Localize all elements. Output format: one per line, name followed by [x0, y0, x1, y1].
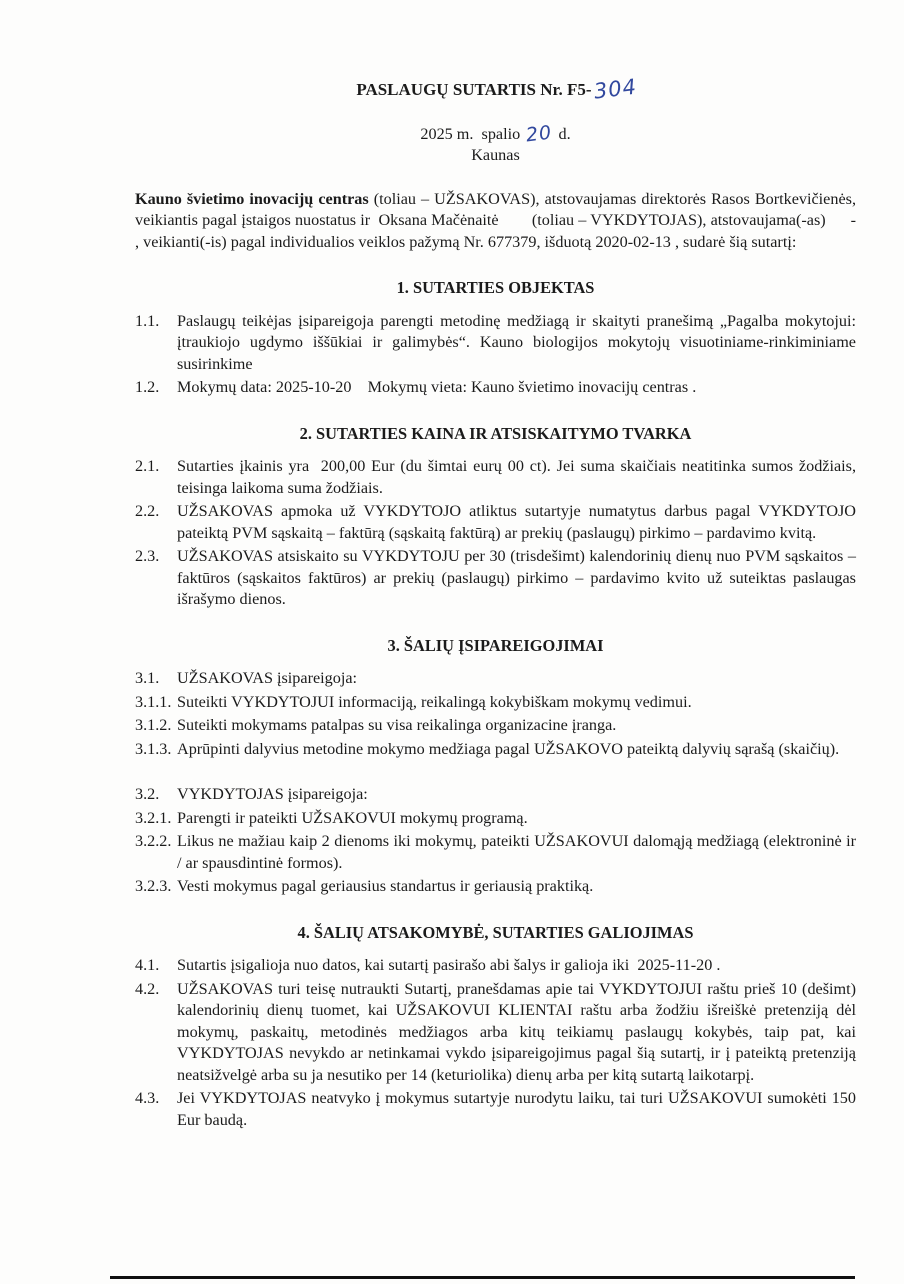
intro-party-name: Kauno švietimo inovacijų centras: [135, 189, 369, 208]
section-heading: 3. ŠALIŲ ĮSIPAREIGOJIMAI: [387, 635, 604, 655]
clause-number: 1.2.: [135, 378, 160, 396]
clause-number: 4.2.: [135, 979, 160, 998]
handwritten-contract-number: 304: [592, 74, 638, 104]
clause-text: Suteikti mokymams patalpas su visa reikalinga organizacine įranga.: [177, 716, 617, 734]
document-title: [135, 74, 856, 104]
contract-clause: [135, 876, 856, 898]
clause-number: 2.2.: [135, 502, 160, 520]
clause-number: 3.1.1.: [135, 692, 172, 711]
contract-section: [135, 277, 861, 399]
clause-text: Paslaugų teikėjas įsipareigoja parengti metodinę medžiagą ir skaityti pranešimą „Pagalba mokytojui: įtraukiojo ugdymo iššūkiai ir galimybės“. Kauno biologijos mokytojų visuotiniame-rinkiminiame susirinkime: [177, 311, 861, 373]
clause-text: Vesti mokymus pagal geriausius standartus ir geriausią praktiką.: [177, 877, 594, 895]
clause-text: Sutartis įsigalioja nuo datos, kai sutartį pasirašo abi šalys ir galioja iki 2025-11-20 .: [177, 956, 721, 974]
contract-clause: [135, 692, 856, 714]
contract-clause: [135, 715, 856, 737]
sections: [135, 277, 861, 1131]
contract-clause: [135, 1088, 861, 1131]
contract-section: [135, 635, 861, 898]
scan-edge-line: [110, 1276, 855, 1279]
clause-text: UŽSAKOVAS atsiskaito su VYKDYTOJU per 30 (trisdešimt) kalendorinių dienų nuo PVM sąskaitos – faktūros (sąskaitos faktūros) ar prekių (paslaugų) pirkimo – pardavimo kvito už suteiktas paslaugas išrašymo dienos.: [177, 547, 861, 608]
handwritten-day: 20: [524, 120, 554, 147]
clause-text: UŽSAKOVAS įsipareigoja:: [177, 669, 358, 687]
contract-section: [135, 423, 861, 611]
contract-clause: [135, 739, 856, 761]
clause-text: VYKDYTOJAS įsipareigoja:: [177, 785, 368, 803]
clause-text: Sutarties įkainis yra 200,00 Eur (du šimtai eurų 00 ct). Jei suma skaičiais neatitinka sumos žodžiais, teisinga laikoma suma žodžiais.: [177, 457, 861, 497]
clause-number: 3.2.: [135, 785, 160, 803]
clause-number: 1.1.: [135, 311, 160, 330]
contract-clause: [135, 377, 856, 399]
intro-body: (toliau – UŽSAKOVAS), atstovaujamas direktorės Rasos Bortkevičienės, veikiantis pagal įstaigos nuostatus ir Oksana Mačėnaitė (toliau – VYKDYTOJAS), atstovaujama(-as) - , veikianti(-is) pagal individualios veiklos pažymą Nr. 677379, išduotą 2020-02-13 , sudarė šią sutartį:: [135, 189, 877, 251]
contract-clause: [135, 955, 856, 977]
contract-intro: [135, 189, 877, 254]
clause-number: 4.3.: [135, 1089, 160, 1107]
dateline-suffix: d.: [554, 124, 571, 143]
contract-clause: [135, 668, 856, 690]
clause-text: Suteikti VYKDYTOJUI informaciją, reikalingą kokybiškam mokymų vedimui.: [177, 692, 692, 711]
clause-number: 3.1.2.: [135, 716, 172, 734]
clause-number: 2.3.: [135, 547, 160, 565]
clause-number: 3.2.2.: [135, 832, 172, 850]
clause-text: Likus ne mažiau kaip 2 dienoms iki mokymų, pateikti UŽSAKOVUI dalomąją medžiagą (elektroninė ir / ar spausdintinė formos).: [177, 832, 861, 872]
contract-clause: [135, 546, 861, 611]
dateline-prefix: 2025 m. spalio: [420, 124, 525, 143]
clause-number: 3.1.3.: [135, 739, 172, 758]
document-title-printed: PASLAUGŲ SUTARTIS Nr. F5-: [356, 80, 592, 99]
clause-number: 2.1.: [135, 457, 160, 475]
contract-clause: [135, 784, 856, 806]
clause-number: 3.2.1.: [135, 808, 172, 827]
section-heading: 2. SUTARTIES KAINA IR ATSISKAITYMO TVARKA: [299, 423, 692, 443]
clause-text: UŽSAKOVAS turi teisę nutraukti Sutartį, pranešdamas apie tai VYKDYTOJUI raštu prieš 10 (dešimt) kalendorinių dienų tuomet, kai UŽSAKOVUI KLIENTAI raštu arba žodžiu išreiškė pretenziją dėl mokymų, paskaitų, metodinės medžiagos arba kitų teikiamų paslaugų kokybės, taip pat, kai VYKDYTOJAS nevykdo ar netinkamai vykdo įsipareigojimus pagal šią sutartį, ir į pateiktą pretenziją neatsižvelgė arba su ja nesutiko per 14 (keturiolika) dienų arba per kitą sutartą laikotarpį.: [177, 979, 861, 1084]
contract-clause: [135, 979, 861, 1087]
contract-clause: [135, 831, 861, 874]
contract-section: [135, 922, 861, 1132]
document-dateline: [135, 120, 856, 147]
contract-clause: [135, 501, 861, 544]
document-city: Kaunas: [471, 146, 520, 164]
clause-text: UŽSAKOVAS apmoka už VYKDYTOJO atliktus sutartyje numatytus darbus pagal VYKDYTOJO pateiktą PVM sąskaitą – faktūrą (sąskaitą faktūrą) ar prekių (paslaugų) pirkimo – pardavimo kvitą.: [177, 502, 861, 542]
contract-clause: [135, 311, 861, 376]
clause-text: Parengti ir pateikti UŽSAKOVUI mokymų programą.: [177, 808, 528, 827]
section-heading: 1. SUTARTIES OBJEKTAS: [396, 278, 595, 297]
clause-number: 3.2.3.: [135, 877, 172, 895]
contract-clause: [135, 808, 856, 830]
clause-text: Jei VYKDYTOJAS neatvyko į mokymus sutartyje nurodytu laiku, tai turi UŽSAKOVUI sumokėti 150 Eur baudą.: [177, 1089, 861, 1129]
clause-number: 4.1.: [135, 956, 160, 974]
clause-number: 3.1.: [135, 669, 160, 687]
contract-clause: [135, 456, 861, 499]
clause-text: Mokymų data: 2025-10-20 Mokymų vieta: Kauno švietimo inovacijų centras .: [177, 378, 697, 396]
clause-text: Aprūpinti dalyvius metodine mokymo medžiaga pagal UŽSAKOVO pateiktą dalyvių sąrašą (skaičių).: [177, 739, 840, 758]
section-heading: 4. ŠALIŲ ATSAKOMYBĖ, SUTARTIES GALIOJIMAS: [297, 922, 694, 942]
